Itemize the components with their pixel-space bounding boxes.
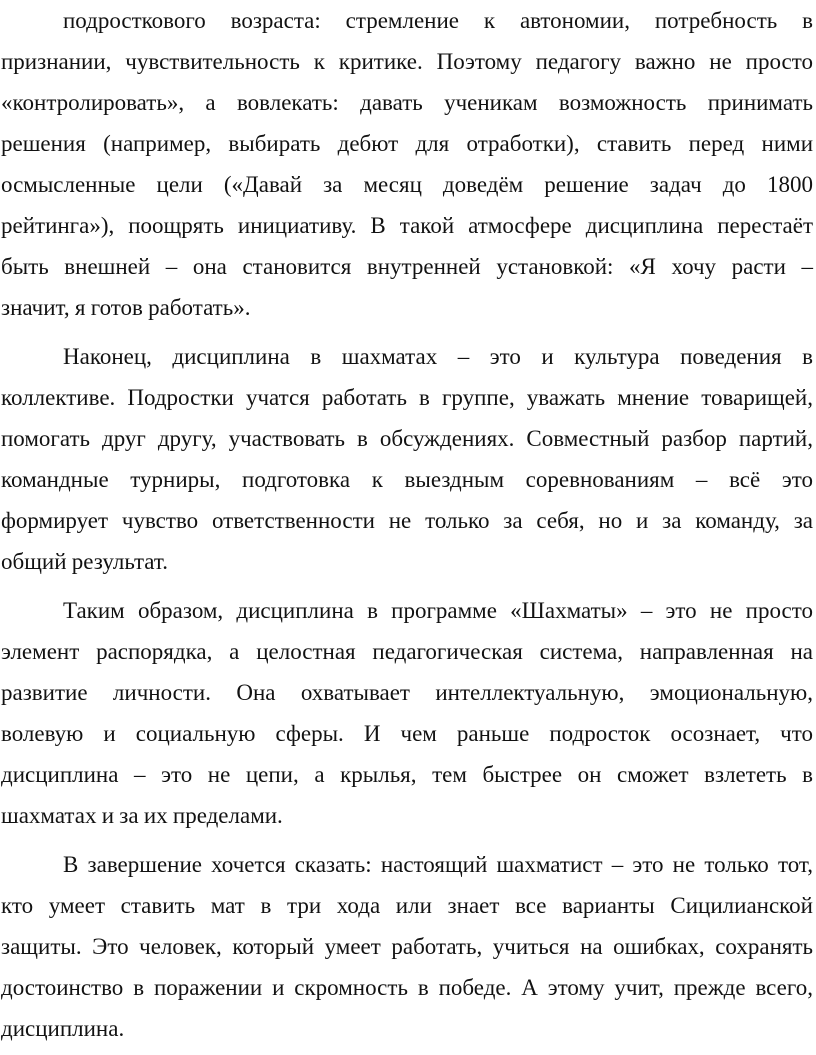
text-line: рейтинга»), поощрять инициативу. В такой атмосфере дисциплина перестаёт — [1, 213, 813, 238]
text-line: защиты. Это человек, который умеет работать, учиться на ошибках, сохранять — [1, 934, 813, 959]
text-line: командные турниры, подготовка к выездным соревнованиям – всё это — [1, 467, 813, 492]
text-line: коллективе. Подростки учатся работать в группе, уважать мнение товарищей, — [1, 385, 813, 410]
text-line: развитие личности. Она охватывает интеллектуальную, эмоциональную, — [1, 680, 813, 705]
text-line: дисциплина. — [1, 1016, 125, 1041]
text-line: признании, чувствительность к критике. Поэтому педагогу важно не просто — [1, 49, 813, 74]
paragraph — [1, 0, 813, 328]
paragraph — [1, 336, 813, 582]
text-line: значит, я готов работать». — [1, 295, 251, 320]
document-text — [1, 0, 813, 1049]
text-line: элемент распорядка, а целостная педагогическая система, направленная на — [1, 639, 813, 664]
text-line: решения (например, выбирать дебют для отработки), ставить перед ними — [1, 131, 813, 156]
text-line: кто умеет ставить мат в три хода или знает все варианты Сицилианской — [1, 893, 813, 918]
text-line: шахматах и за их пределами. — [1, 803, 283, 828]
text-line: общий результат. — [1, 549, 168, 574]
text-line: формирует чувство ответственности не только за себя, но и за команду, за — [1, 508, 813, 533]
text-line: подросткового возраста: стремление к автономии, потребность в — [63, 8, 813, 33]
paragraph — [1, 590, 813, 836]
text-line: дисциплина – это не цепи, а крылья, тем быстрее он сможет взлететь в — [1, 762, 813, 787]
text-line: Наконец, дисциплина в шахматах – это и культура поведения в — [63, 344, 813, 369]
paragraph — [1, 844, 813, 1049]
text-line: достоинство в поражении и скромность в победе. А этому учит, прежде всего, — [1, 975, 813, 1000]
text-line: помогать друг другу, участвовать в обсуждениях. Совместный разбор партий, — [1, 426, 813, 451]
text-line: волевую и социальную сферы. И чем раньше подросток осознает, что — [1, 721, 813, 746]
text-line: осмысленные цели («Давай за месяц доведём решение задач до 1800 — [1, 172, 813, 197]
text-line: Таким образом, дисциплина в программе «Шахматы» – это не просто — [63, 598, 813, 623]
text-line: В завершение хочется сказать: настоящий шахматист – это не только тот, — [63, 852, 813, 877]
text-line: быть внешней – она становится внутренней установкой: «Я хочу расти – — [1, 254, 813, 279]
text-line: «контролировать», а вовлекать: давать ученикам возможность принимать — [1, 90, 813, 115]
